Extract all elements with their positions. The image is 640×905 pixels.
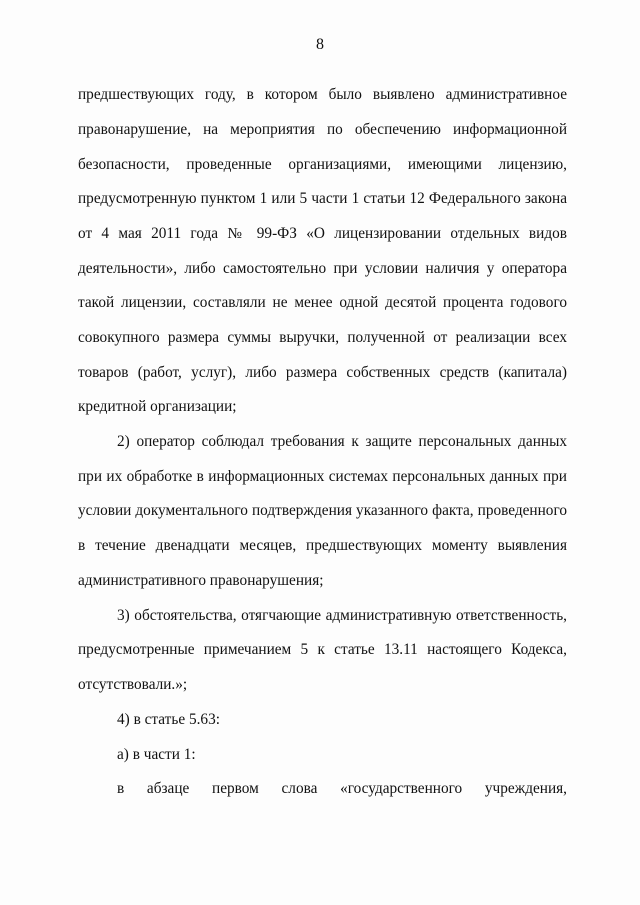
text-line: административного правонарушения; [78,572,324,589]
text-line: 3) обстоятельства, отягчающие административную ответственность, [117,607,567,624]
text-line: а) в части 1: [117,746,196,763]
text-line: безопасности, проведенные организациями, имеющими лицензию, [78,156,567,173]
text-line: отсутствовали.»; [78,676,188,693]
text-line: условии документального подтверждения указанного факта, проведенного [78,502,567,519]
text-line: предусмотренные примечанием 5 к статье 13.11 настоящего Кодекса, [78,641,567,658]
page-number: 8 [316,36,324,53]
text-line: такой лицензии, составляли не менее одной десятой процента годового [78,294,567,311]
text-line: от 4 мая 2011 года № 99-ФЗ «О лицензировании отдельных видов [78,225,567,242]
text-line: в течение двенадцати месяцев, предшествующих моменту выявления [78,537,567,554]
text-line: совокупного размера суммы выручки, полученной от реализации всех [78,329,567,346]
text-line: кредитной организации; [78,398,237,415]
text-line: 2) оператор соблюдал требования к защите персональных данных [117,433,567,450]
text-line: 4) в статье 5.63: [117,711,220,728]
text-line: правонарушение, на мероприятия по обеспечению информационной [78,121,567,138]
text-line: в абзаце первом слова «государственного учреждения, [117,780,567,797]
text-line: при их обработке в информационных системах персональных данных при [78,468,567,485]
text-line: предусмотренную пунктом 1 или 5 части 1 статьи 12 Федерального закона [78,190,567,207]
text-line: предшествующих году, в котором было выявлено административное [78,86,567,103]
text-line: товаров (работ, услуг), либо размера собственных средств (капитала) [78,364,567,381]
text-line: деятельности», либо самостоятельно при условии наличия у оператора [78,260,567,277]
